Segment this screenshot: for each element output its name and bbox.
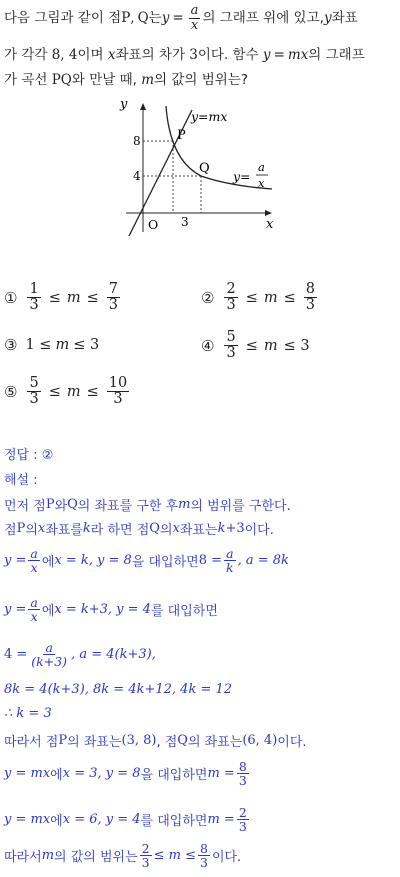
label: 해설 : — [4, 473, 38, 488]
x-axis-arrow — [265, 210, 272, 216]
text: 좌표를 — [45, 523, 83, 538]
line-label: y=mx — [191, 109, 228, 124]
question-text: 가 곡선 — [4, 72, 52, 88]
numerator: a — [30, 595, 38, 610]
text: 의 — [159, 523, 173, 538]
math: x = k+3, y = 4 — [54, 602, 151, 618]
math: x = 6, y = 4 — [62, 812, 141, 828]
solution-line-6 — [4, 682, 232, 697]
denominator: x — [30, 609, 38, 625]
curve-label-a: a — [258, 160, 265, 174]
leq: ≤ — [245, 337, 258, 354]
numerator: 1 — [29, 281, 39, 297]
numerator: a — [190, 3, 199, 18]
math: 8k = 4(k+3), 8k = 4k+12, 4k = 12 — [4, 682, 233, 697]
solution-label — [4, 469, 38, 488]
math: , a = 8k — [237, 553, 289, 569]
math: P — [58, 733, 68, 748]
choice-4[interactable] — [201, 330, 310, 361]
fraction — [224, 547, 236, 574]
choice-mark: ③ — [4, 336, 18, 354]
math: x = k, y = 8 — [54, 553, 132, 569]
numerator: 5 — [226, 329, 236, 345]
denominator: 3 — [108, 297, 118, 314]
question-text: 가 각각 — [4, 47, 52, 63]
text: 좌표는 — [179, 523, 218, 538]
text: 을 대입하면 — [140, 768, 208, 784]
math: Q — [149, 521, 160, 536]
text: 에 — [41, 555, 55, 571]
solution-line-11 — [4, 842, 241, 869]
solution-line-1 — [4, 495, 291, 514]
numerator: 2 — [238, 805, 247, 820]
solution-line-5 — [4, 641, 156, 668]
curve-pq-label: PQ — [51, 72, 72, 88]
curve-label-y: y= — [233, 169, 251, 184]
numerator: a — [30, 546, 38, 561]
denominator: x — [30, 560, 38, 576]
equals: = — [172, 10, 184, 27]
math: , a = 4(k+3), — [71, 647, 156, 663]
solution-line-10 — [4, 806, 251, 833]
math: Q — [177, 733, 188, 748]
numerator: 8 — [199, 841, 208, 856]
denominator: 3 — [226, 345, 236, 362]
text: 따라서 — [4, 850, 42, 866]
text: , 점 — [156, 735, 178, 750]
choice-expr: ≤ 3 — [73, 337, 100, 353]
question-text: 좌표의 차가 — [115, 47, 190, 63]
math: (6, 4) — [242, 733, 278, 748]
denominator: 3 — [29, 297, 39, 314]
answer: 정답 : ② — [4, 448, 54, 463]
solution-line-3 — [4, 547, 289, 574]
choice-mark: ④ — [201, 336, 215, 355]
y-axis-label: y — [120, 97, 128, 112]
math: y = — [4, 602, 27, 618]
text: 이다. — [244, 523, 274, 538]
numerator: a — [226, 546, 234, 561]
numerator: 2 — [141, 841, 150, 856]
math: x — [37, 521, 46, 536]
text: 의 좌표는 — [67, 735, 122, 750]
question-text: 이다. 함수 — [197, 47, 263, 63]
choice-mark: ① — [4, 288, 18, 307]
text: 의 좌표를 구한 후 — [77, 499, 179, 514]
text: 이다. — [211, 850, 242, 866]
text: 에 — [41, 604, 55, 620]
leq: ≤ — [86, 289, 99, 306]
math: P — [45, 497, 55, 512]
choice-1[interactable] — [4, 282, 122, 313]
fraction — [198, 842, 210, 869]
point-p-label: P — [177, 128, 186, 143]
math: x — [172, 521, 180, 536]
fraction — [28, 596, 39, 623]
var-y: y — [262, 47, 271, 63]
fraction — [140, 842, 152, 869]
math: m — [41, 848, 55, 864]
y-axis-arrow — [140, 103, 146, 110]
solution-line-2 — [4, 519, 274, 538]
fraction — [237, 806, 249, 833]
fraction — [107, 376, 129, 407]
denominator: 3 — [141, 855, 150, 871]
var-y: y — [161, 10, 170, 27]
denominator: k — [226, 560, 234, 576]
leq: ≤ — [48, 383, 61, 400]
text: 에 — [50, 814, 63, 830]
text: 점 — [4, 523, 17, 538]
denominator: 3 — [238, 773, 247, 789]
denominator: 3 — [29, 391, 39, 408]
leq: ≤ — [48, 289, 61, 306]
fraction — [29, 641, 69, 668]
expr-mx: mx — [287, 47, 309, 63]
choice-3[interactable] — [4, 336, 99, 354]
question-text: 다음 그림과 같이 점 — [4, 10, 122, 27]
point-q-label: Q — [137, 10, 149, 27]
denominator: x — [190, 17, 199, 33]
equals: = — [273, 47, 285, 63]
question-text: 이며 — [77, 47, 108, 63]
numerator: 8 — [238, 759, 247, 774]
point-q-label: Q — [199, 161, 210, 176]
math: 4 = — [4, 647, 28, 663]
var-y: y — [323, 10, 332, 27]
numerator: 5 — [29, 375, 39, 391]
text: 따라서 점 — [4, 735, 59, 750]
math: m = — [207, 812, 235, 828]
question-text: 의 값의 범위는? — [154, 72, 249, 88]
point-p-label: P — [121, 10, 131, 27]
answer-line — [4, 444, 53, 463]
question-text: 좌표 — [331, 10, 358, 27]
y-values: 8, 4 — [51, 47, 78, 63]
var-x: x — [107, 47, 116, 63]
question-text: 는 — [148, 10, 162, 27]
text: 을 대입하면 — [131, 555, 199, 571]
text: 먼저 점 — [4, 499, 46, 514]
var-m: m — [66, 289, 81, 306]
x-axis-label: x — [266, 217, 274, 232]
difference-value: 3 — [189, 47, 198, 63]
fraction — [224, 330, 237, 361]
choice-2[interactable] — [201, 282, 319, 313]
var-m: m — [141, 72, 155, 88]
choice-expr: ≤ 3 — [283, 337, 310, 354]
var-m: m — [66, 383, 81, 400]
choice-mark: ⑤ — [4, 382, 18, 401]
text: 라 하면 점 — [90, 523, 150, 538]
denominator: 3 — [238, 819, 247, 835]
question-text: 와 만날 때, — [71, 72, 142, 88]
solution-line-7 — [4, 706, 52, 721]
fraction — [237, 760, 249, 787]
numerator: 8 — [305, 281, 315, 297]
choice-mark: ② — [201, 288, 215, 307]
math: +3 — [225, 521, 245, 536]
graph-figure — [0, 0, 400, 245]
numerator: 10 — [108, 375, 128, 391]
math: x = 3, y = 8 — [62, 766, 141, 782]
leq: ≤ — [245, 289, 258, 306]
tick-3: 3 — [181, 215, 189, 229]
leq: ≤ — [283, 289, 296, 306]
math: ∴ k = 3 — [4, 706, 52, 721]
solution-line-4 — [4, 596, 218, 623]
math: m = — [207, 766, 235, 782]
choice-5[interactable] — [4, 376, 131, 407]
math: k — [82, 521, 91, 536]
solution-line-9 — [4, 760, 251, 787]
fraction — [28, 547, 39, 574]
denominator: 3 — [113, 391, 123, 408]
solution-line-8 — [4, 731, 307, 750]
math: y = — [4, 553, 27, 569]
text: 의 범위를 구한다. — [190, 499, 291, 514]
var-m: m — [263, 337, 278, 354]
denominator: (k+3) — [31, 654, 68, 670]
math: m — [178, 497, 191, 512]
numerator: 7 — [108, 281, 118, 297]
math: P — [16, 521, 26, 536]
denominator: 3 — [305, 297, 315, 314]
math: Q — [67, 497, 78, 512]
var-m: m — [263, 289, 278, 306]
text: 의 좌표는 — [187, 735, 243, 750]
choice-expr: 1 ≤ — [25, 337, 52, 353]
text: 의 — [25, 523, 38, 538]
var-m: m — [55, 337, 70, 353]
denominator: 3 — [226, 297, 236, 314]
denominator: 3 — [199, 855, 208, 871]
curve-label-x: x — [258, 176, 265, 190]
math: (3, 8) — [121, 733, 157, 748]
fraction — [304, 282, 317, 313]
text: 와 — [54, 499, 68, 514]
math: ≤ m ≤ — [153, 848, 196, 864]
numerator: a — [45, 640, 53, 655]
text: 이다. — [277, 735, 307, 750]
math: k — [217, 521, 226, 536]
math: y = mx — [4, 766, 51, 782]
numerator: 2 — [226, 281, 236, 297]
fraction — [107, 282, 120, 313]
math: y = mx — [4, 812, 51, 828]
math: 8 = — [198, 553, 223, 569]
leq: ≤ — [86, 383, 99, 400]
fraction — [27, 376, 40, 407]
tick-4: 4 — [133, 169, 141, 183]
fraction — [27, 282, 40, 313]
question-text: 의 그래프 — [308, 47, 365, 63]
text: 를 대입하면 — [150, 604, 218, 620]
text: 에 — [50, 768, 63, 784]
text: 의 값의 범위는 — [54, 850, 138, 866]
comma: , — [130, 10, 135, 27]
tick-8: 8 — [133, 134, 141, 148]
text: 를 대입하면 — [140, 814, 208, 830]
fraction — [224, 282, 237, 313]
question-text: 의 그래프 위에 있고, — [202, 10, 324, 27]
origin-label: O — [148, 217, 159, 232]
